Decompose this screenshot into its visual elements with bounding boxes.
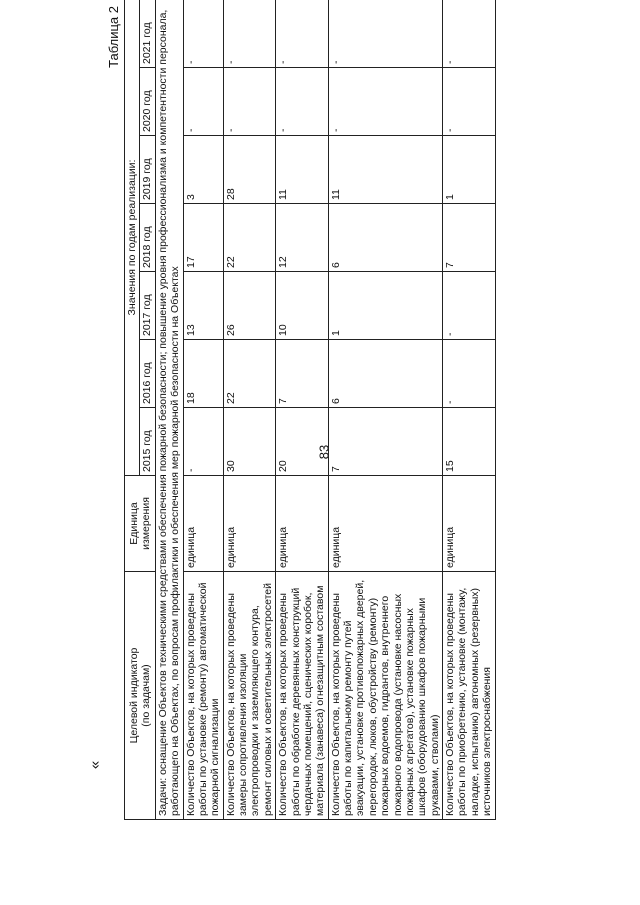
task-row xyxy=(155,0,183,820)
value-cell: - xyxy=(276,68,329,136)
value-cell: 15 xyxy=(443,408,496,476)
indicator-cell: Количество Объектов, на которых проведены работы по установке (ремонту) автоматической пожарной сигнализации xyxy=(183,572,223,820)
value-cell: 11 xyxy=(328,136,442,204)
indicator-cell: Количество Объектов, на которых проведены работы по обработке деревянных конструкций чердачных помещений, сценических коробок, материала (занавеса) огнезащитным составом xyxy=(276,572,329,820)
value-cell: - xyxy=(183,0,223,68)
year-header: 2019 год xyxy=(140,136,155,204)
value-cell: - xyxy=(443,340,496,408)
indicator-header: Целевой индикатор (по задачам) xyxy=(125,572,156,820)
value-cell: 13 xyxy=(183,272,223,340)
table-row xyxy=(328,0,442,820)
page-number: 83 xyxy=(316,444,332,460)
unit-cell: единица xyxy=(276,476,329,572)
indicator-cell: Количество Объектов, на которых проведены работы по приобретению, установке (монтажу, наладке, испытанию) автономных (резервных) источников электроснабжения xyxy=(443,572,496,820)
table-row xyxy=(183,0,223,820)
unit-header: Единица измерения xyxy=(125,476,156,572)
year-header: 2017 год xyxy=(140,272,155,340)
header-row-top xyxy=(125,0,140,820)
unit-cell: единица xyxy=(328,476,442,572)
value-cell: 30 xyxy=(223,408,276,476)
value-cell: 11 xyxy=(276,136,329,204)
indicators-table xyxy=(124,0,496,820)
value-cell: 7 xyxy=(443,204,496,272)
value-cell: 3 xyxy=(183,136,223,204)
value-cell: 28 xyxy=(223,136,276,204)
values-group-header: Значения по годам реализации: xyxy=(125,0,140,476)
value-cell: 17 xyxy=(183,204,223,272)
value-cell: 22 xyxy=(223,340,276,408)
value-cell: 6 xyxy=(328,204,442,272)
indicator-cell: Количество Объектов, на которых проведены замеры сопротивления изоляции электропроводки и заземляющего контура, ремонт силовых и осветительных электросетей xyxy=(223,572,276,820)
unit-cell: единица xyxy=(183,476,223,572)
value-cell: - xyxy=(183,68,223,136)
value-cell: 10 xyxy=(276,272,329,340)
opening-quote-mark: « xyxy=(86,760,104,770)
year-header: 2016 год xyxy=(140,340,155,408)
table-caption: Таблица 2 xyxy=(106,6,121,68)
value-cell: 22 xyxy=(223,204,276,272)
table-row xyxy=(276,0,329,820)
value-cell: 1 xyxy=(328,272,442,340)
value-cell: - xyxy=(443,272,496,340)
table-row xyxy=(223,0,276,820)
value-cell: 18 xyxy=(183,340,223,408)
year-header: 2015 год xyxy=(140,408,155,476)
rotated-table-block xyxy=(106,0,640,820)
value-cell: 7 xyxy=(276,340,329,408)
value-cell: 20 xyxy=(276,408,329,476)
value-cell: - xyxy=(223,68,276,136)
value-cell: 12 xyxy=(276,204,329,272)
unit-cell: единица xyxy=(223,476,276,572)
year-header: 2018 год xyxy=(140,204,155,272)
indicator-cell: Количество Объектов, на которых проведены работы по капитальному ремонту путей эвакуации, установке противопожарных дверей, перегородок, люков, обустройству (ремонту) пожарных водоемов, гидрантов, внутреннего пожарного водопровода (установке насосных пожарных агрегатов), установке пожарных шкафов (оборудованию шкафов пожарными рукавами, стволами) xyxy=(328,572,442,820)
year-header: 2021 год xyxy=(140,0,155,68)
value-cell: - xyxy=(328,0,442,68)
value-cell: - xyxy=(443,0,496,68)
value-cell: - xyxy=(223,0,276,68)
value-cell: 26 xyxy=(223,272,276,340)
value-cell: 1 xyxy=(443,136,496,204)
value-cell: - xyxy=(328,68,442,136)
value-cell: - xyxy=(276,0,329,68)
year-header: 2020 год xyxy=(140,68,155,136)
value-cell: - xyxy=(443,68,496,136)
unit-cell: единица xyxy=(443,476,496,572)
table-row xyxy=(443,0,496,820)
value-cell: - xyxy=(183,408,223,476)
task-description: Задачи: оснащение Объектов техническими средствами обеспечения пожарной безопасности; повышение уровня профессионализма и компетентности персонала, работающего на Объектах, по вопросам профилактики и обеспечения мер пожарной безопасности на Объектах xyxy=(155,0,183,820)
value-cell: 7 xyxy=(328,408,442,476)
value-cell: 6 xyxy=(328,340,442,408)
